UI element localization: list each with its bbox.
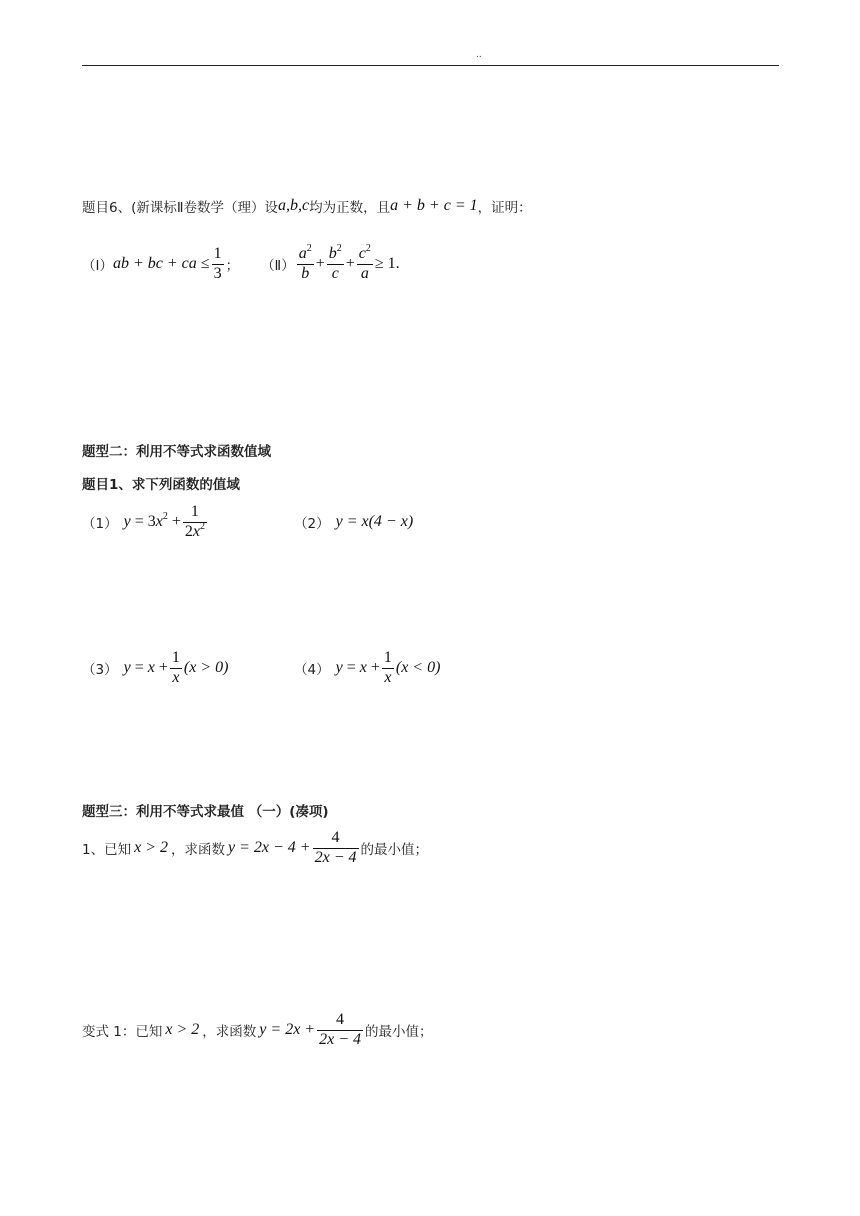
variant1-expr: y = 2x + [259,1021,316,1039]
problem1-cond: x > 2 [134,839,168,857]
part1-label: （Ⅰ） [82,258,113,275]
item4-fraction: $\frac{1}{x}$ [383,649,392,686]
problem6-suffix: ，证明： [477,200,532,216]
problem6-mid: 均为正数，且 [309,200,391,216]
item4: （4） y = x + $\frac{1}{x}$ (x < 0) [294,649,441,686]
part1-end: ； [225,258,240,275]
part2-label: （Ⅱ） [261,258,295,275]
problem1-mid: ，求函数 [171,842,225,859]
item4-cond: (x < 0) [395,659,441,677]
variant1-cond: x > 2 [165,1021,200,1039]
part1-lhs: ab + bc + ca ≤ [112,255,210,273]
item1-label: （1） [82,516,118,533]
problem6-parts: （Ⅰ） ab + bc + ca ≤ $\frac{1}{3}$ ； （Ⅱ） $\frac{a^2}{b}$ + $\frac{b^2}{c}$ + $\frac{c^2}{a}$ ≥ 1. [82,243,400,282]
variant1-fraction: $\frac{4}{2x - 4}$ [319,1011,361,1048]
problem1-expr: y = 2x − 4 + [228,839,311,857]
item1: （1） $y = 3x^2$ + $\frac{1}{2x^2}$ [82,503,205,540]
item3-cond: (x > 0) [183,659,229,677]
problem6-prefix: 题目6、(新课标Ⅱ卷数学（理）设 [82,200,279,216]
item4-label: （4） [294,662,330,679]
item1-fraction: $\frac{1}{2x^2}$ [184,503,205,540]
section2-title: 题型二：利用不等式求函数值域 [82,444,271,460]
variant1 [82,1012,433,1049]
problem1-suffix: 的最小值； [360,842,428,859]
item2-expr: y = x(4 − x) [335,513,414,530]
part2-end: ≥ 1. [374,255,400,273]
part1-den: 3 [213,264,222,282]
item2-label: （2） [294,516,330,532]
item3-label: （3） [82,662,118,679]
variant1-mid: ，求函数 [202,1024,257,1041]
header-rule [82,65,779,66]
problem6-vars: a,b,c [278,197,310,214]
problem1-prefix: 1、已知 [82,842,132,859]
problem1-fraction: $\frac{4}{2x - 4}$ [314,829,357,866]
item3: （3） y = x + $\frac{1}{x}$ (x > 0) [82,649,229,686]
header-dots: .. [476,50,482,60]
part1-fraction [212,246,224,283]
section3-title: 题型三：利用不等式求最值 （一）(凑项) [82,804,329,820]
item3-fraction: $\frac{1}{x}$ [171,649,180,686]
part1-num: 1 [212,246,224,265]
variant1-suffix: 的最小值； [365,1024,433,1041]
variant1-prefix: 变式 1：已知 [82,1024,163,1041]
part2-frac-b: $\frac{b^2}{c}$ [328,243,342,282]
problem1 [82,830,428,867]
item2 [294,512,413,532]
part2-frac-a: $\frac{a^2}{b}$ [298,243,312,282]
part2-frac-c: $\frac{c^2}{a}$ [358,243,371,282]
problem6-statement [82,196,532,216]
problem6-condition: a + b + c = 1 [390,197,478,214]
section2-q1: 题目1、求下列函数的值域 [82,477,240,493]
